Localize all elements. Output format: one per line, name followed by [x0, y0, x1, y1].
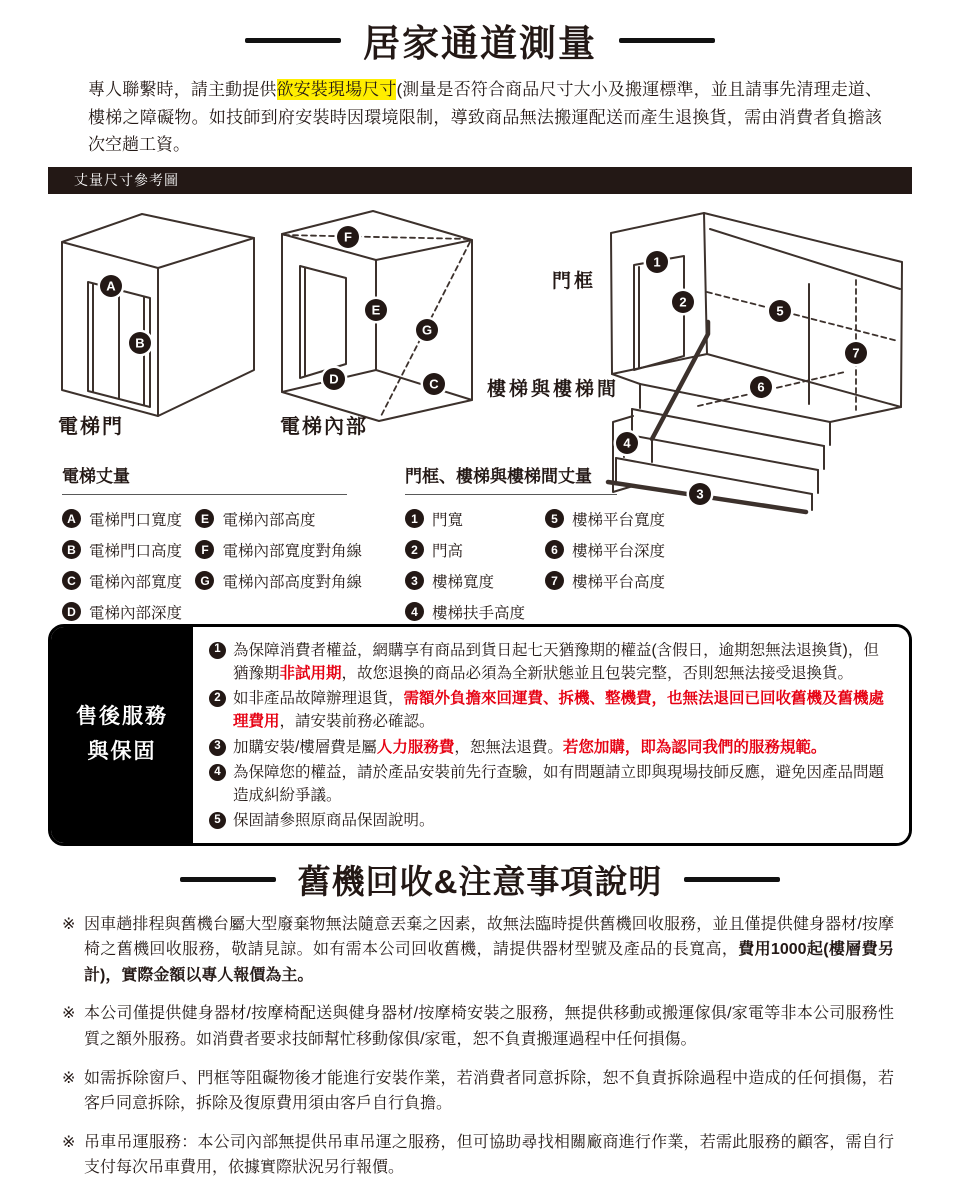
marker-A: [98, 272, 125, 299]
number-badge: 2: [209, 690, 226, 707]
svg-text:C: C: [429, 376, 439, 392]
legend-label: 電梯門口寬度: [89, 511, 183, 529]
marker-badge: C: [62, 571, 81, 590]
marker-badge: 7: [545, 571, 564, 590]
marker-badge: E: [195, 509, 214, 528]
marker-B: [127, 329, 154, 356]
service-note-text: 如非產品故障辦理退貨，需額外負擔來回運費、拆機、整機費，也無法退回已回收舊機及舊機處理費用，請安裝前務必確認。: [233, 690, 885, 731]
note-paragraph: [62, 1130, 894, 1181]
after-sales-panel-line1: 售後服務: [76, 704, 168, 728]
legend-elevator-col1: [62, 508, 195, 632]
marker-badge: D: [62, 602, 81, 621]
marker-badge: 1: [405, 509, 424, 528]
legend-label: 電梯內部高度: [222, 511, 316, 529]
legend-item: [62, 508, 195, 530]
legend-item: [405, 570, 545, 592]
reference-mark: ※: [62, 1133, 76, 1151]
svg-text:7: 7: [852, 345, 860, 361]
recycle-title: 舊機回收&注意事項說明: [297, 863, 663, 901]
legend-stairs-col2: [545, 508, 665, 632]
note-text: 如需拆除窗戶、門框等阻礙物後才能進行安裝作業，若消費者同意拆除，恕不負責拆除過程中造成的任何損傷，若客戶同意拆除，拆除及復原費用須由客戶自行負擔。: [84, 1069, 894, 1113]
reference-mark: ※: [62, 1005, 76, 1023]
svg-text:6: 6: [757, 379, 765, 395]
legend-label: 電梯內部深度: [89, 604, 183, 622]
marker-F: [335, 223, 362, 250]
marker-1: [644, 248, 671, 275]
legend-label: 樓梯平台寬度: [572, 511, 666, 529]
elevator-interior-diagram: [276, 202, 482, 428]
svg-text:D: D: [329, 371, 339, 387]
elevator-door-diagram: [52, 208, 264, 422]
after-sales-panel: [51, 627, 193, 843]
legend-label: 門高: [432, 542, 464, 560]
marker-badge: B: [62, 540, 81, 559]
marker-badge: A: [62, 509, 81, 528]
service-note: [209, 761, 893, 808]
service-note: [209, 639, 893, 686]
legend-item: [62, 601, 195, 623]
note-paragraph: [62, 912, 894, 989]
marker-badge: 2: [405, 540, 424, 559]
legend-label: 樓梯平台深度: [572, 542, 666, 560]
legend-item: [405, 539, 545, 561]
legend-item: [405, 601, 545, 623]
reference-mark: ※: [62, 915, 76, 933]
reference-mark: ※: [62, 1069, 76, 1087]
note-text: 吊車吊運服務：本公司內部無提供吊車吊運之服務，但可協助尋找相關廠商進行作業，若需此服務的顧客，需自行支付每次吊車費用，依據實際狀況另行報價。: [84, 1133, 894, 1177]
number-badge: 5: [209, 812, 226, 829]
notes-section: [62, 912, 918, 1181]
number-badge: 1: [209, 642, 226, 659]
marker-E: [363, 296, 390, 323]
legend-elevator-col2: [195, 508, 362, 632]
marker-6: [748, 373, 775, 400]
legend-label: 電梯內部寬度: [89, 573, 183, 591]
legend-label: 門寬: [432, 511, 464, 529]
intro-paragraph: 專人聯繫時，請主動提供欲安裝現場尺寸(測量是否符合商品尺寸大小及搬運標準，並且請事先清理走道、樓梯之障礙物。如技師到府安裝時因環境限制，導致商品無法搬運配送而產生退換貨，需由消費者負擔該次空趟工資。: [88, 80, 882, 155]
page-title: 居家通道測量: [363, 23, 597, 64]
svg-text:4: 4: [623, 435, 631, 451]
svg-text:G: G: [421, 322, 433, 338]
legend-label: 樓梯寬度: [432, 573, 495, 591]
title-decor-line: [619, 38, 715, 43]
svg-text:5: 5: [776, 303, 784, 319]
marker-4: [614, 429, 641, 456]
marker-C: [421, 370, 448, 397]
marker-badge: G: [195, 571, 214, 590]
svg-text:F: F: [344, 229, 352, 245]
marker-badge: 6: [545, 540, 564, 559]
legend-stairs-col1: [405, 508, 545, 632]
marker-2: [670, 288, 697, 315]
title-decor-line: [180, 877, 276, 882]
svg-text:E: E: [371, 302, 381, 318]
service-note: [209, 687, 893, 734]
legend-item: [545, 539, 665, 561]
service-note-text: 為保障您的權益，請於產品安裝前先行查驗，如有問題請立即與現場技師反應，避免因產品問題造成糾紛爭議。: [233, 763, 885, 805]
svg-text:B: B: [135, 335, 145, 351]
service-notes-list: [193, 627, 909, 843]
legend-elevator-title: 電梯丈量: [62, 462, 347, 495]
note-paragraph: [62, 1066, 894, 1117]
stairs-label: 樓梯與樓梯間: [487, 378, 620, 400]
note-text: 因車趟排程與舊機台屬大型廢棄物無法隨意丟棄之因素，故無法臨時提供舊機回收服務，並且僅提供健身器材/按摩椅之舊機回收服務，敬請見諒。如有需本公司回收舊機，請提供器材型號及產品的長寬高，費用1000起(樓層費另計)，實際金額以專人報價為主。: [84, 915, 894, 984]
marker-badge: F: [195, 540, 214, 559]
legend-label: 電梯內部寬度對角線: [222, 542, 362, 560]
marker-badge: 5: [545, 509, 564, 528]
number-badge: 3: [209, 739, 226, 756]
legend-label: 樓梯扶手高度: [432, 604, 526, 622]
legend-item: [195, 539, 362, 561]
note-text: 本公司僅提供健身器材/按摩椅配送與健身器材/按摩椅安裝之服務，無提供移動或搬運傢俱/家電等非本公司服務性質之額外服務。如消費者要求技師幫忙移動傢俱/家電，恕不負責搬運過程中任何損傷。: [84, 1005, 894, 1048]
svg-text:2: 2: [679, 294, 687, 310]
title-decor-line: [684, 877, 780, 882]
legend-stairs-title: 門框、樓梯與樓梯間丈量: [405, 462, 617, 495]
legend-elevator: [62, 462, 362, 632]
elevator-door-label: 電梯門: [58, 415, 124, 438]
legend-item: [62, 539, 195, 561]
service-note-text: 保固請參照原商品保固說明。: [233, 812, 435, 830]
marker-7: [843, 339, 870, 366]
marker-badge: 4: [405, 602, 424, 621]
legend-item: [545, 570, 665, 592]
marker-D: [321, 365, 348, 392]
reference-bar-label: 丈量尺寸參考圖: [74, 172, 179, 189]
page-title-row: [0, 0, 960, 66]
after-sales-panel-line2: 與保固: [87, 739, 157, 763]
elevator-interior-label: 電梯內部: [280, 415, 368, 438]
legend-stairs: [405, 462, 705, 632]
legend-item: [405, 508, 545, 530]
legend-label: 樓梯平台高度: [572, 573, 666, 591]
reference-section-bar: [48, 167, 912, 194]
svg-text:1: 1: [653, 254, 661, 270]
number-badge: 4: [209, 764, 226, 781]
note-paragraph: [62, 1001, 894, 1052]
legend-item: [195, 508, 362, 530]
svg-text:A: A: [106, 278, 116, 294]
service-note-text: 加購安裝/樓層費是屬人力服務費，恕無法退費。若您加購，即為認同我們的服務規範。: [233, 738, 827, 756]
service-note: [209, 809, 893, 832]
service-note-text: 為保障消費者權益，網購享有商品到貨日起七天猶豫期的權益(含假日，逾期恕無法退換貨)，但猶豫期非試用期，故您退換的商品必須為全新狀態並且包裝完整，否則恕無法接受退換貨。: [233, 641, 879, 682]
marker-5: [767, 297, 794, 324]
legend-item: [195, 570, 362, 592]
marker-G: [414, 316, 441, 343]
legend-label: 電梯門口高度: [89, 542, 183, 560]
after-sales-box: [48, 624, 912, 846]
title-decor-line: [245, 38, 341, 43]
legend-label: 電梯內部高度對角線: [222, 573, 362, 591]
recycle-title-row: [0, 856, 960, 904]
svg-text:3: 3: [696, 486, 704, 502]
service-note: [209, 736, 893, 759]
measurement-diagrams: [0, 194, 960, 622]
doorframe-label: 門框: [552, 270, 597, 292]
legend-item: [62, 570, 195, 592]
marker-badge: 3: [405, 571, 424, 590]
legend-item: [545, 508, 665, 530]
